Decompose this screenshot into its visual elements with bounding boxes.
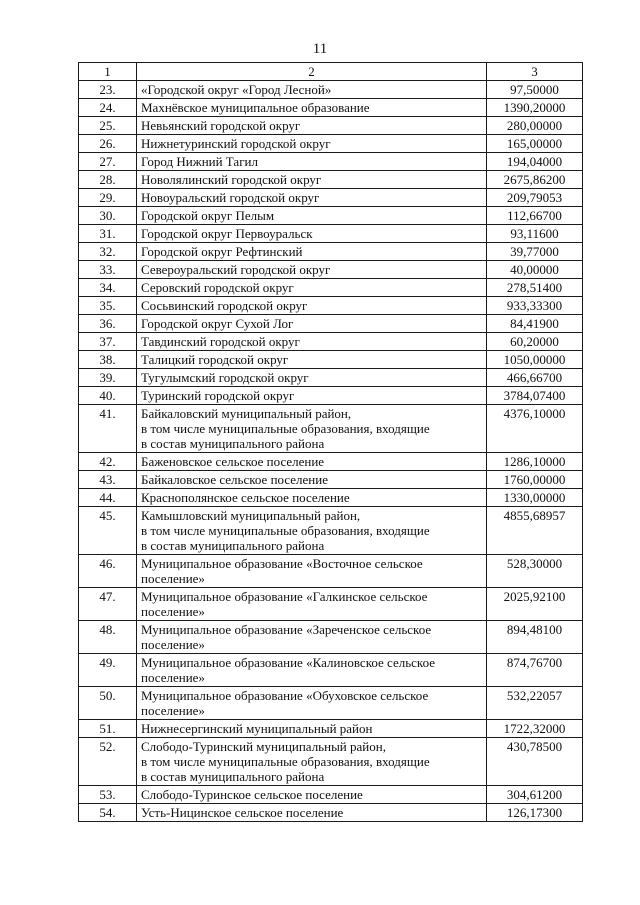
table-row [79, 315, 583, 333]
municipality-name-cell: Муниципальное образование «Восточное сельское поселение» [137, 555, 487, 588]
table-row [79, 507, 583, 555]
row-number-cell: 40. [79, 387, 137, 405]
row-number-cell: 49. [79, 654, 137, 687]
row-number-cell: 46. [79, 555, 137, 588]
table-row [79, 804, 583, 822]
municipality-name-cell: Городской округ Пелым [137, 207, 487, 225]
table-row [79, 738, 583, 786]
table-row [79, 261, 583, 279]
amount-cell: 4855,68957 [487, 507, 583, 555]
row-number-cell: 44. [79, 489, 137, 507]
page-number: 11 [312, 41, 328, 57]
table-row [79, 369, 583, 387]
municipality-name-cell: Сосьвинский городской округ [137, 297, 487, 315]
row-number-cell: 27. [79, 153, 137, 171]
table-row [79, 117, 583, 135]
amount-cell: 933,33300 [487, 297, 583, 315]
municipality-name-cell: Нижнесергинский муниципальный район [137, 720, 487, 738]
table-row [79, 555, 583, 588]
municipality-name-cell: Новоуральский городской округ [137, 189, 487, 207]
municipality-name-cell: Тавдинский городской округ [137, 333, 487, 351]
amount-cell: 126,17300 [487, 804, 583, 822]
amount-cell: 2025,92100 [487, 588, 583, 621]
amount-cell: 304,61200 [487, 786, 583, 804]
municipality-name-cell: Тугулымский городской округ [137, 369, 487, 387]
municipality-name-cell: Краснополянское сельское поселение [137, 489, 487, 507]
municipality-name-cell: Усть-Ницинское сельское поселение [137, 804, 487, 822]
column-header-value: 3 [487, 63, 583, 81]
table-row [79, 189, 583, 207]
table-row [79, 405, 583, 453]
amount-cell: 1722,32000 [487, 720, 583, 738]
municipality-name-cell: Махнёвское муниципальное образование [137, 99, 487, 117]
amount-cell: 278,51400 [487, 279, 583, 297]
table-row [79, 351, 583, 369]
municipality-name-cell: Городской округ Рефтинский [137, 243, 487, 261]
amount-cell: 39,77000 [487, 243, 583, 261]
row-number-cell: 32. [79, 243, 137, 261]
municipality-name-cell: Нижнетуринский городской округ [137, 135, 487, 153]
municipality-name-cell: Муниципальное образование «Зареченское сельское поселение» [137, 621, 487, 654]
row-number-cell: 33. [79, 261, 137, 279]
table-row [79, 153, 583, 171]
amount-cell: 280,00000 [487, 117, 583, 135]
row-number-cell: 36. [79, 315, 137, 333]
municipality-name-cell: Муниципальное образование «Обуховское сельское поселение» [137, 687, 487, 720]
row-number-cell: 51. [79, 720, 137, 738]
row-number-cell: 34. [79, 279, 137, 297]
municipality-name-cell: Новолялинский городской округ [137, 171, 487, 189]
amount-cell: 430,78500 [487, 738, 583, 786]
row-number-cell: 31. [79, 225, 137, 243]
municipality-name-cell: Баженовское сельское поселение [137, 453, 487, 471]
row-number-cell: 54. [79, 804, 137, 822]
amount-cell: 1286,10000 [487, 453, 583, 471]
row-number-cell: 23. [79, 81, 137, 99]
municipality-name-cell: Муниципальное образование «Галкинское сельское поселение» [137, 588, 487, 621]
municipality-name-cell: Невьянский городской округ [137, 117, 487, 135]
amount-cell: 2675,86200 [487, 171, 583, 189]
row-number-cell: 38. [79, 351, 137, 369]
row-number-cell: 42. [79, 453, 137, 471]
municipality-name-cell: Серовский городской округ [137, 279, 487, 297]
row-number-cell: 48. [79, 621, 137, 654]
amount-cell: 466,66700 [487, 369, 583, 387]
table-row [79, 243, 583, 261]
municipality-name-cell: Талицкий городской округ [137, 351, 487, 369]
amount-cell: 1760,00000 [487, 471, 583, 489]
row-number-cell: 25. [79, 117, 137, 135]
amount-cell: 84,41900 [487, 315, 583, 333]
amount-cell: 112,66700 [487, 207, 583, 225]
table-row [79, 81, 583, 99]
table-header-row [79, 63, 583, 81]
table-row [79, 207, 583, 225]
row-number-cell: 24. [79, 99, 137, 117]
municipality-name-cell: «Городской округ «Город Лесной» [137, 81, 487, 99]
municipality-name-cell: Байкаловский муниципальный район, в том числе муниципальные образования, входящие в состав муниципального района [137, 405, 487, 453]
amount-cell: 60,20000 [487, 333, 583, 351]
amount-cell: 894,48100 [487, 621, 583, 654]
table-row [79, 135, 583, 153]
amount-cell: 1390,20000 [487, 99, 583, 117]
column-header-number: 1 [79, 63, 137, 81]
row-number-cell: 29. [79, 189, 137, 207]
row-number-cell: 30. [79, 207, 137, 225]
amount-cell: 3784,07400 [487, 387, 583, 405]
amount-cell: 209,79053 [487, 189, 583, 207]
row-number-cell: 43. [79, 471, 137, 489]
amount-cell: 1050,00000 [487, 351, 583, 369]
amount-cell: 165,00000 [487, 135, 583, 153]
table-row [79, 453, 583, 471]
table-row [79, 588, 583, 621]
table-row [79, 387, 583, 405]
row-number-cell: 35. [79, 297, 137, 315]
row-number-cell: 45. [79, 507, 137, 555]
table-row [79, 654, 583, 687]
amount-cell: 1330,00000 [487, 489, 583, 507]
table-row [79, 99, 583, 117]
column-header-name: 2 [137, 63, 487, 81]
data-table [78, 62, 583, 822]
row-number-cell: 26. [79, 135, 137, 153]
municipality-name-cell: Муниципальное образование «Калиновское сельское поселение» [137, 654, 487, 687]
row-number-cell: 47. [79, 588, 137, 621]
municipality-name-cell: Североуральский городской округ [137, 261, 487, 279]
municipality-name-cell: Слободо-Туринское сельское поселение [137, 786, 487, 804]
municipality-name-cell: Городской округ Сухой Лог [137, 315, 487, 333]
amount-cell: 874,76700 [487, 654, 583, 687]
municipality-name-cell: Городской округ Первоуральск [137, 225, 487, 243]
row-number-cell: 41. [79, 405, 137, 453]
table-body [79, 63, 583, 822]
municipality-name-cell: Город Нижний Тагил [137, 153, 487, 171]
amount-cell: 4376,10000 [487, 405, 583, 453]
municipality-name-cell: Байкаловское сельское поселение [137, 471, 487, 489]
table-row [79, 489, 583, 507]
municipality-name-cell: Туринский городской округ [137, 387, 487, 405]
row-number-cell: 50. [79, 687, 137, 720]
table-row [79, 297, 583, 315]
table-row [79, 171, 583, 189]
amount-cell: 194,04000 [487, 153, 583, 171]
amount-cell: 97,50000 [487, 81, 583, 99]
table-row [79, 333, 583, 351]
table-row [79, 225, 583, 243]
row-number-cell: 53. [79, 786, 137, 804]
municipality-name-cell: Слободо-Туринский муниципальный район, в том числе муниципальные образования, входящие в состав муниципального района [137, 738, 487, 786]
table-row [79, 471, 583, 489]
row-number-cell: 52. [79, 738, 137, 786]
amount-cell: 93,11600 [487, 225, 583, 243]
row-number-cell: 39. [79, 369, 137, 387]
amount-cell: 40,00000 [487, 261, 583, 279]
amount-cell: 528,30000 [487, 555, 583, 588]
row-number-cell: 28. [79, 171, 137, 189]
table-row [79, 621, 583, 654]
table-row [79, 786, 583, 804]
table-row [79, 720, 583, 738]
row-number-cell: 37. [79, 333, 137, 351]
municipality-name-cell: Камышловский муниципальный район, в том числе муниципальные образования, входящие в состав муниципального района [137, 507, 487, 555]
table-row [79, 279, 583, 297]
amount-cell: 532,22057 [487, 687, 583, 720]
table-row [79, 687, 583, 720]
